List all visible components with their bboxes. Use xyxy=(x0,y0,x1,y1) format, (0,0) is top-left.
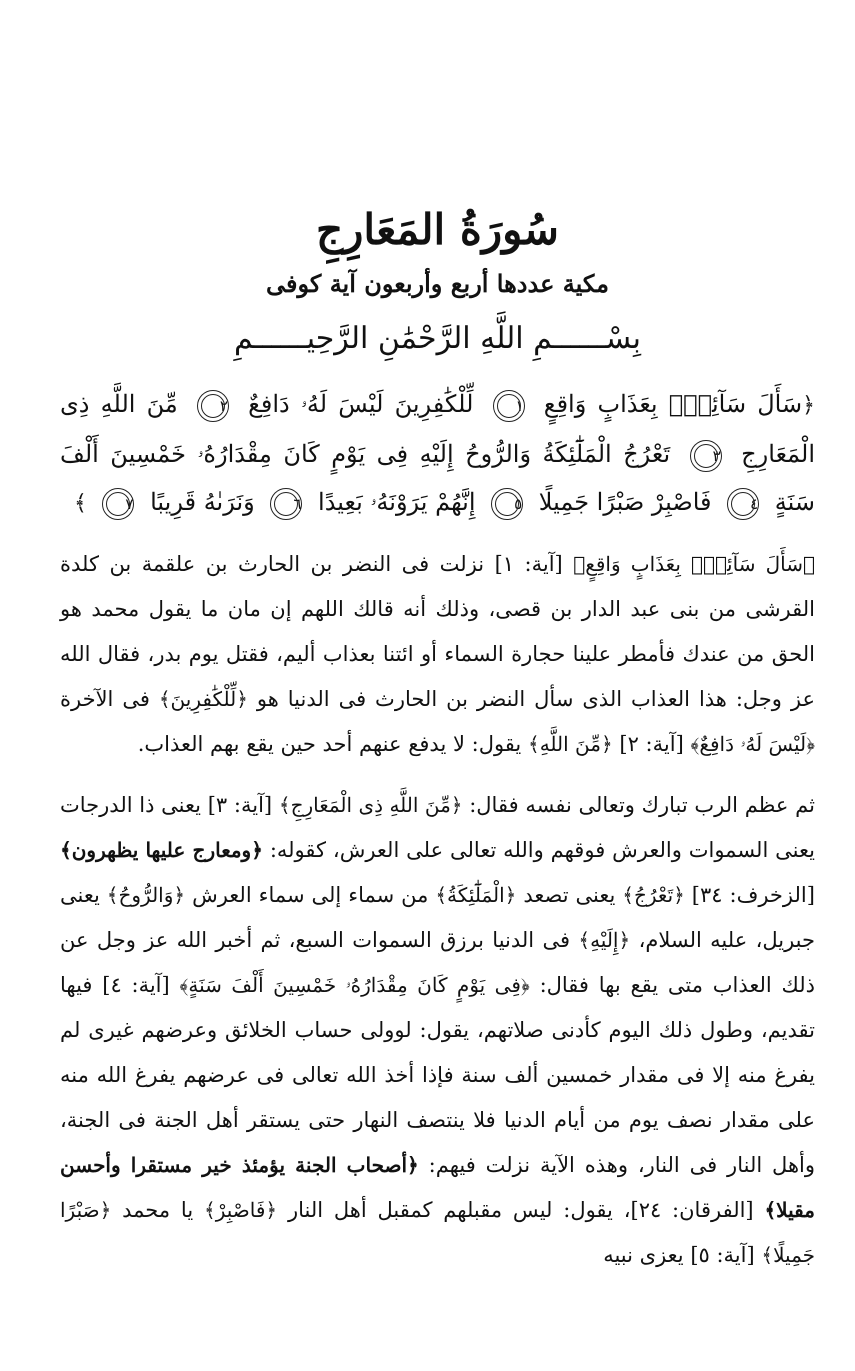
text: [الفرقان: ٢٤]، يقول: ليس مقبلهم كمقبل أهل النار xyxy=(287,1198,754,1222)
page xyxy=(60,200,815,1278)
text: [آية: ٣] يعنى ذا الدرجات يعنى السموات والعرش فوقهم والله تعالى على العرش، كقوله: xyxy=(60,793,815,862)
ayah-4: تَعْرُجُ الْمَلَٰٓئِكَةُ وَالرُّوحُ إِلَيْهِ فِى يَوْمٍ كَانَ مِقْدَارُهُۥ خَمْسِينَ أَلْفَ سَنَةٍ xyxy=(60,440,815,516)
ayah-3: مِّنَ اللَّهِ ذِى الْمَعَارِجِ xyxy=(60,390,815,468)
quote: ﴿لَيْسَ لَهُۥ دَافِعٌ﴾ xyxy=(690,732,815,756)
quote: ﴿الْمَلَٰٓئِكَةُ﴾ xyxy=(435,883,517,907)
ayat-block xyxy=(60,380,815,528)
ayah-number-4: ٤ xyxy=(727,488,759,520)
text: ثم عظم الرب تبارك وتعالى نفسه فقال: xyxy=(469,793,815,817)
ayah-6: إِنَّهُمْ يَرَوْنَهُۥ بَعِيدًا xyxy=(318,488,476,516)
commentary-paragraph-2 xyxy=(60,783,815,1278)
quote: ﴿سَأَلَ سَآئِلُۢ بِعَذَابٍ وَاقِعٍ﴾ xyxy=(573,552,815,576)
text: [آية: ٥] يعزى نبيه xyxy=(603,1243,755,1267)
surah-title: سُورَةُ المَعَارِجِ xyxy=(316,205,559,254)
ayah-2: لِّلْكَٰفِرِينَ لَيْسَ لَهُۥ دَافِعٌ xyxy=(248,390,474,418)
text: [آية: ١] نزلت فى النضر بن الحارث بن علقمة بن كلدة القرشى من بنى عبد الدار بن قصى، وذلك أنه قالك اللهم إن مان ما يقول محمد هو الحق من عندك فأمطر علينا حجارة السماء أو ائتنا بعذاب أليم، فقتل يوم بدر، فقال الله عز وجل: هذا العذاب الذى سأل النضر بن الحارث فى الدنيا هو xyxy=(60,552,815,711)
quote: ﴿صَبْرًا جَمِيلًا﴾ xyxy=(60,1198,815,1267)
quote: ﴿لِّلْكَٰفِرِينَ﴾ xyxy=(158,687,248,711)
quote: ﴿مِّنَ اللَّهِ﴾ xyxy=(527,732,613,756)
text: [آية: ٢] xyxy=(619,732,684,756)
quote: ﴿ومعارج عليها يظهرون﴾ xyxy=(60,838,263,862)
text: [الزخرف: ٣٤] xyxy=(691,883,815,907)
close-bracket: ﴾ xyxy=(73,491,87,516)
text: [آية: ٤] فيها تقديم، وطول ذلك اليوم كأدنى صلاتهم، يقول: لوولى حساب الخلائق وعرضهم غيرى لم يفرغ منه إلا فى مقدار خمسين ألف سنة فإذا أخذ الله تعالى فى عرضهم يفرغ الله منه على مقدار نصف يوم من أيام الدنيا فلا ينتصف النهار حتى يستقر أهل الجنة فى الجنة، وأهل النار فى النار، وهذه الآية نزلت فيهم: xyxy=(60,973,816,1177)
quote: ﴿فِى يَوْمٍ كَانَ مِقْدَارُهُۥ خَمْسِينَ أَلْفَ سَنَةٍ﴾ xyxy=(179,973,530,997)
ayah-number-1: ١ xyxy=(493,390,525,422)
quote: ﴿أصحاب الجنة يؤمئذ خير مستقرا وأحسن مقيلا﴾ xyxy=(60,1153,815,1222)
text: يعنى تصعد xyxy=(523,883,616,907)
text: يقول: لا يدفع عنهم أحد حين يقع بهم العذاب. xyxy=(137,732,522,756)
basmala: بِسْــــــمِ اللَّهِ الرَّحْمَٰنِ الرَّحِيــــــمِ xyxy=(234,321,641,356)
text: من سماء إلى سماء العرش xyxy=(192,883,429,907)
ayah-number-2: ٢ xyxy=(197,390,229,422)
ayah-5: فَاصْبِرْ صَبْرًا جَمِيلًا xyxy=(538,488,712,516)
ayah-number-5: ٥ xyxy=(491,488,523,520)
ayah-number-6: ٦ xyxy=(270,488,302,520)
ayah-7: وَنَرَىٰهُ قَرِيبًا xyxy=(150,488,255,516)
quote: ﴿فَاصْبِرْ﴾ xyxy=(203,1198,278,1222)
ayah-number-3: ٣ xyxy=(690,440,722,472)
ayah-1: سَأَلَ سَآئِلُۢ بِعَذَابٍ وَاقِعٍ xyxy=(543,390,803,418)
commentary-paragraph-1 xyxy=(60,542,815,767)
ayah-number-7: ٧ xyxy=(102,488,134,520)
quote: ﴿مِّنَ اللَّهِ ذِى الْمَعَارِجِ﴾ xyxy=(278,793,463,817)
text: يعنى جبريل، عليه السلام، xyxy=(60,883,816,952)
quote: ﴿تَعْرُجُ﴾ xyxy=(622,883,685,907)
text: يا محمد xyxy=(122,1198,194,1222)
surah-meta: مكية عددها أربع وأربعون آية كوفى xyxy=(266,269,609,298)
text: فى الآخرة xyxy=(60,687,150,711)
quote: ﴿وَالرُّوحُ﴾ xyxy=(106,883,186,907)
quote: ﴿إِلَيْهِ﴾ xyxy=(578,928,631,952)
open-bracket: ﴿ xyxy=(802,393,815,418)
text: فى الدنيا برزق السموات السبع، ثم أخبر الله عز وجل عن ذلك العذاب متى يقع بها فقال: xyxy=(60,928,815,997)
